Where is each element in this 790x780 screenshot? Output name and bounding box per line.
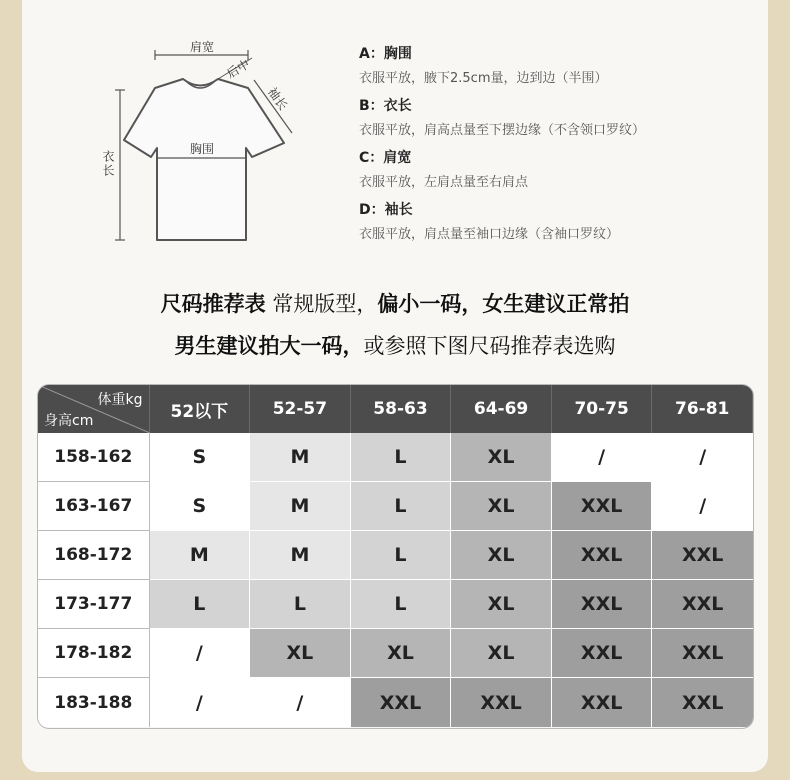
headline-advice: 偏小一码，女生建议正常拍 (377, 292, 630, 316)
size-cell: / (552, 433, 653, 482)
size-cell: M (250, 531, 351, 580)
size-cell: XXL (351, 678, 452, 727)
desc-length-text: 衣服平放，肩高点量至下摆边缘（不含领口罗纹） (359, 123, 646, 138)
size-cell: XL (250, 629, 351, 678)
weight-axis-label: 体重kg (97, 392, 143, 408)
size-cell: XXL (451, 678, 552, 727)
desc-chest-title: A：胸围 (359, 46, 412, 62)
size-cell: L (351, 531, 452, 580)
height-range-cell: 168-172 (38, 531, 150, 580)
size-recommendation-table (37, 384, 754, 729)
desc-chest-text: 衣服平放，腋下2.5cm量，边到边（半围） (359, 71, 608, 86)
table-row (38, 580, 753, 629)
weight-header: 76-81 (652, 385, 753, 433)
desc-shoulder-text: 衣服平放，左肩点量至右肩点 (359, 175, 529, 190)
size-cell: XXL (552, 580, 653, 629)
desc-sleeve-title: D：袖长 (359, 202, 413, 218)
back-center-label: 后中 (224, 56, 253, 81)
length-label: 衣长 (101, 150, 115, 178)
size-cell: XXL (652, 629, 753, 678)
table-row (38, 433, 753, 482)
headline-reference: 或参照下图尺码推荐表选购 (363, 334, 616, 358)
size-cell: XL (451, 531, 552, 580)
size-cell: S (150, 433, 251, 482)
size-cell: L (150, 580, 251, 629)
chest-label: 胸围 (190, 142, 215, 156)
table-header-row (38, 385, 753, 433)
desc-shoulder (359, 147, 528, 190)
shoulder-label: 肩宽 (190, 40, 215, 54)
size-cell: L (351, 580, 452, 629)
size-cell: L (351, 482, 452, 531)
weight-header: 58-63 (351, 385, 452, 433)
size-cell: XXL (552, 629, 653, 678)
size-cell: / (652, 482, 753, 531)
size-cell: XXL (552, 531, 653, 580)
size-cell: M (250, 433, 351, 482)
table-row (38, 482, 753, 531)
table-corner (38, 385, 150, 433)
height-range-cell: 183-188 (38, 678, 150, 727)
desc-sleeve-text: 衣服平放，肩点量至袖口边缘（含袖口罗纹） (359, 227, 620, 242)
size-cell: XXL (552, 678, 653, 727)
weight-header: 64-69 (451, 385, 552, 433)
size-cell: XXL (652, 678, 753, 727)
headline-male-advice: 男生建议拍大一码， (174, 334, 364, 358)
size-cell: XL (351, 629, 452, 678)
size-cell: XXL (652, 580, 753, 629)
height-range-cell: 158-162 (38, 433, 150, 482)
size-cell: / (150, 629, 251, 678)
size-cell: XXL (652, 531, 753, 580)
height-range-cell: 173-177 (38, 580, 150, 629)
size-cell: M (250, 482, 351, 531)
sleeve-label: 袖长 (264, 84, 291, 113)
size-cell: M (150, 531, 251, 580)
size-cell: XL (451, 580, 552, 629)
table-row (38, 678, 753, 727)
headline-title: 尺码推荐表 (160, 292, 266, 316)
weight-header: 52-57 (250, 385, 351, 433)
headline-line-1 (0, 288, 790, 318)
size-cell: XXL (552, 482, 653, 531)
height-axis-label: 身高cm (44, 413, 94, 429)
desc-length (359, 95, 645, 138)
size-cell: / (652, 433, 753, 482)
height-range-cell: 178-182 (38, 629, 150, 678)
table-body (38, 433, 753, 727)
table-row (38, 629, 753, 678)
size-cell: S (150, 482, 251, 531)
table-row (38, 531, 753, 580)
desc-length-title: B：衣长 (359, 98, 412, 114)
headline-line-2 (0, 330, 790, 360)
size-cell: XL (451, 482, 552, 531)
desc-shoulder-title: C：肩宽 (359, 150, 412, 166)
size-cell: / (150, 678, 251, 727)
headline-fit: 常规版型， (265, 292, 378, 316)
height-range-cell: 163-167 (38, 482, 150, 531)
measurement-diagram (0, 0, 790, 260)
size-cell: L (250, 580, 351, 629)
weight-header: 70-75 (552, 385, 653, 433)
size-cell: XL (451, 433, 552, 482)
weight-header: 52以下 (150, 385, 251, 433)
size-cell: / (250, 678, 351, 727)
desc-chest (359, 43, 608, 86)
size-cell: L (351, 433, 452, 482)
desc-sleeve (359, 199, 619, 242)
size-cell: XL (451, 629, 552, 678)
